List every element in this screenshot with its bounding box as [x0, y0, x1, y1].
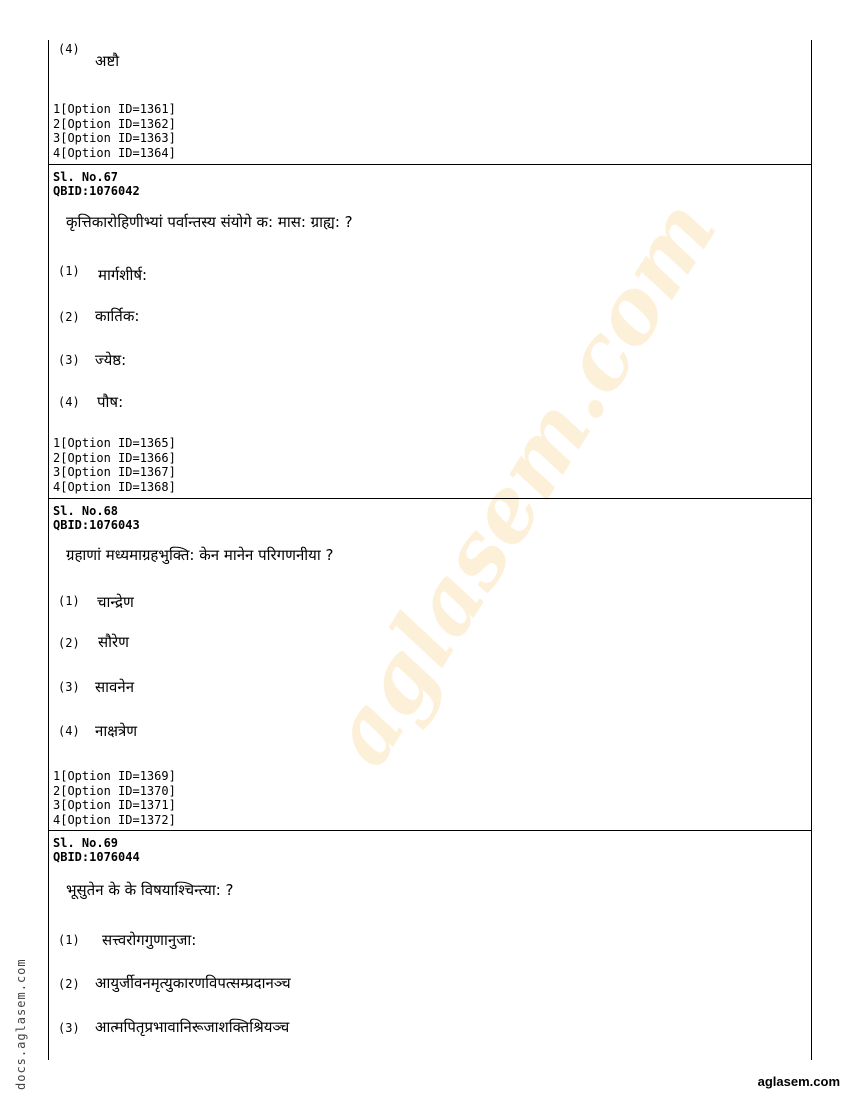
option-text: सावनेन: [95, 678, 135, 696]
option-number: (2): [58, 977, 80, 991]
option-id: 1[Option ID=1369]: [53, 769, 176, 783]
serial-number: Sl. No.69: [53, 836, 119, 850]
watermark: aglasem.com: [307, 181, 737, 783]
option-number: (1): [58, 594, 80, 608]
option-id: 2[Option ID=1366]: [53, 450, 176, 465]
option-number: (1): [58, 933, 80, 947]
option-id: 3[Option ID=1371]: [53, 798, 176, 813]
option-text: नाक्षत्रेण: [95, 722, 138, 740]
option-number: (4): [58, 42, 80, 56]
option-number: (1): [58, 264, 80, 278]
option-text: पौष:: [97, 393, 124, 411]
question-text: भूसुतेन के के विषयाश्चिन्त्या: ?: [66, 881, 234, 899]
qbid: QBID:1076043: [53, 518, 140, 532]
option-number: (4): [58, 395, 80, 409]
option-number: (2): [58, 310, 80, 324]
divider: [48, 164, 811, 165]
option-text: सत्त्वरोगगुणानुजा:: [102, 931, 197, 949]
side-watermark: docs.aglasem.com: [14, 958, 28, 1090]
option-id: 4[Option ID=1372]: [53, 813, 176, 828]
question-text: कृत्तिकारोहिणीभ्यां पर्वान्तस्य संयोगे क: मास: ग्राह्य: ?: [66, 213, 353, 231]
option-number: (4): [58, 724, 80, 738]
option-id: 3[Option ID=1367]: [53, 465, 176, 480]
option-number: (3): [58, 353, 80, 367]
divider: [48, 498, 811, 499]
option-text: आयुर्जीवनमृत्युकारणविपत्सम्प्रदानञ्च: [95, 974, 291, 992]
serial-number: Sl. No.68: [53, 504, 119, 518]
option-text: आत्मपितृप्रभावानिरूजाशक्तिश्रियञ्च: [95, 1018, 290, 1036]
option-text: मार्गशीर्ष:: [98, 266, 148, 284]
option-text: अष्टौ: [95, 52, 120, 70]
question-text: ग्रहाणां मध्यमाग्रहभुक्ति: केन मानेन परिगणनीया ?: [66, 546, 334, 564]
option-id: 4[Option ID=1368]: [53, 480, 176, 495]
option-number: (3): [58, 680, 80, 694]
option-id: 2[Option ID=1362]: [53, 116, 176, 131]
serial-number: Sl. No.67: [53, 170, 119, 184]
divider: [48, 830, 811, 831]
option-text: चान्द्रेण: [97, 593, 134, 611]
option-id: 1[Option ID=1361]: [53, 102, 176, 116]
option-text: कार्तिक:: [95, 307, 140, 325]
option-text: सौरेण: [98, 633, 130, 651]
question-header: [53, 170, 140, 198]
option-id: 2[Option ID=1370]: [53, 783, 176, 798]
option-id-list: [53, 436, 176, 495]
option-id-list: [53, 102, 176, 161]
option-number: (3): [58, 1021, 80, 1035]
option-text: ज्येष्ठ:: [95, 351, 127, 369]
footer-brand: aglasem.com: [757, 1074, 840, 1089]
option-id: 4[Option ID=1364]: [53, 146, 176, 161]
qbid: QBID:1076044: [53, 850, 140, 864]
question-header: [53, 504, 140, 532]
option-id-list: [53, 769, 176, 828]
option-id: 3[Option ID=1363]: [53, 131, 176, 146]
option-number: (2): [58, 636, 80, 650]
option-id: 1[Option ID=1365]: [53, 436, 176, 450]
qbid: QBID:1076042: [53, 184, 140, 198]
question-header: [53, 836, 140, 864]
